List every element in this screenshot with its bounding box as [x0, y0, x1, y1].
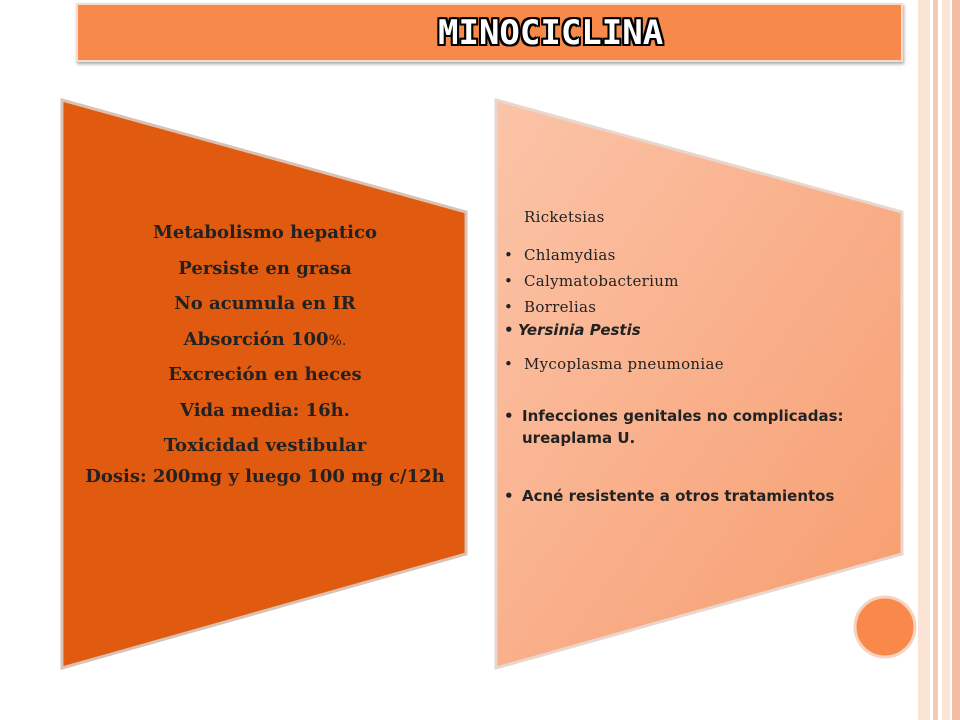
sub-item-label: Borrelias — [524, 298, 597, 316]
sub-item-label: Mycoplasma pneumoniae — [524, 355, 724, 373]
bullet-dot: • — [504, 407, 514, 425]
left-line-absorption — [80, 328, 450, 367]
left-line-fat: Persiste en grasa — [178, 257, 352, 279]
bullet-dot: • — [504, 355, 514, 373]
title-bar — [76, 3, 903, 62]
bullet-dot: • — [504, 246, 514, 264]
sub-item-mycoplasma — [504, 355, 724, 373]
left-line-renal: No acumula en IR — [174, 293, 356, 314]
sub-item-borrelias — [504, 298, 596, 316]
bullet-item-label: Infecciones genitales no complicadas: ureaplama U. — [522, 407, 844, 447]
absorption-text: Absorción 100 — [183, 328, 329, 350]
left-line-excretion: Excreción en heces — [168, 364, 362, 385]
sub-item-calymatobacterium — [504, 272, 679, 290]
sub-item-label: Calymatobacterium — [524, 272, 679, 290]
right-heading: Ricketsias — [524, 208, 605, 226]
right-panel-shape — [496, 100, 902, 668]
absorption-suffix: %. — [328, 332, 347, 349]
left-panel-text — [80, 224, 450, 487]
sub-item-label: Yersinia Pestis — [518, 321, 641, 339]
left-line-metabolism: Metabolismo hepatico — [153, 222, 377, 243]
sub-item-yersinia — [504, 319, 641, 341]
bullet-dot: • — [504, 272, 514, 290]
sub-item-label: Chlamydias — [524, 246, 616, 264]
sub-item-chlamydias — [504, 246, 616, 264]
left-line-toxicity: Toxicidad vestibular — [163, 435, 367, 456]
bullet-item-infections — [504, 405, 852, 449]
left-line-half-life: Vida media: 16h. — [180, 399, 350, 421]
bullet-item-acne — [504, 485, 852, 507]
page-title: MINOCICLINA — [438, 13, 664, 53]
left-line-dose: Dosis: 200mg y luego 100 mg c/12h — [85, 466, 445, 487]
bullet-dot: • — [504, 298, 514, 316]
bullet-item-label: Acné resistente a otros tratamientos — [522, 487, 835, 505]
bullet-dot: • — [504, 321, 514, 339]
decorative-circle — [855, 597, 915, 657]
bullet-dot: • — [504, 487, 514, 505]
